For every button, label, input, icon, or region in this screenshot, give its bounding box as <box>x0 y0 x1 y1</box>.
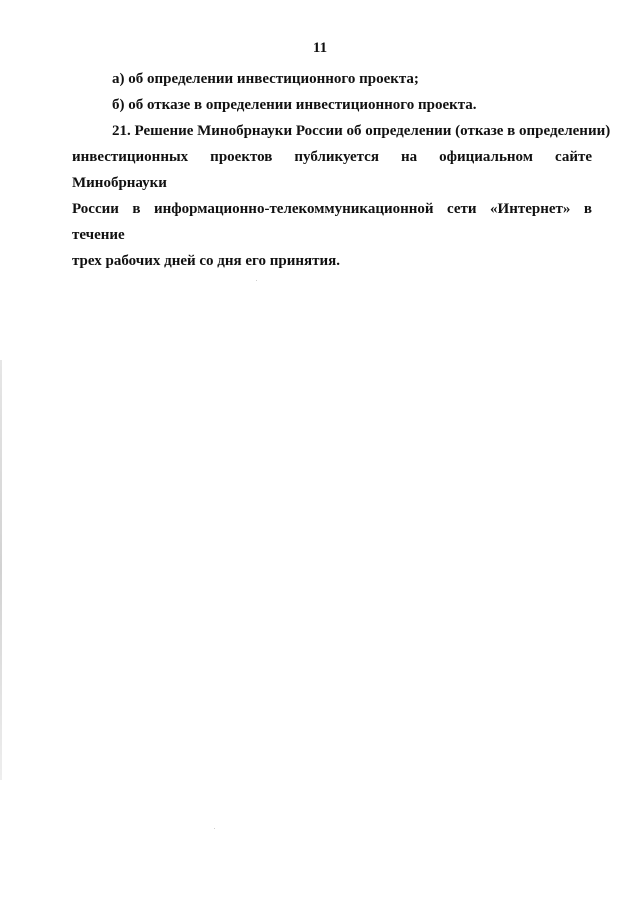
list-item-a: а) об определении инвестиционного проекта; <box>112 71 419 87</box>
paragraph-21-line-2: инвестиционных проектов публикуется на официальном сайте Минобрнауки <box>72 149 592 191</box>
scan-edge-shadow <box>0 360 2 780</box>
page-number: 11 <box>312 40 328 56</box>
scan-speck <box>256 280 257 281</box>
paragraph-21-line-1: 21. Решение Минобрнауки России об определении (отказе в определении) <box>112 123 611 139</box>
list-item-b: б) об отказе в определении инвестиционного проекта. <box>112 97 477 113</box>
document-body <box>72 66 611 274</box>
scan-speck <box>214 828 215 829</box>
paragraph-21-line-4: трех рабочих дней со дня его принятия. <box>72 253 341 269</box>
paragraph-21-line-3: России в информационно-телекоммуникационной сети «Интернет» в течение <box>72 201 592 243</box>
